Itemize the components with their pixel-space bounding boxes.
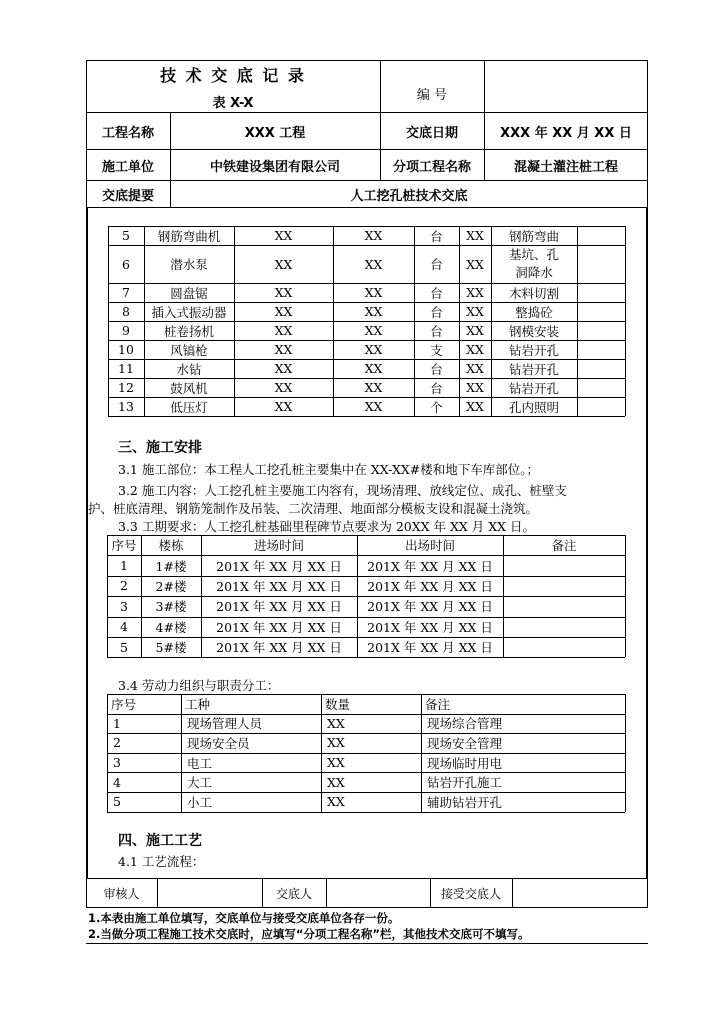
schedule-cell: 201X 年 XX 月 XX 日 (216, 640, 342, 656)
labor-cell: 现场管理人员 (187, 716, 263, 732)
rule (625, 535, 626, 657)
equipment-cell: XX (274, 228, 293, 243)
equipment-cell: XX (274, 380, 293, 395)
equipment-cell: XX (364, 285, 383, 300)
equipment-cell: XX (466, 380, 484, 395)
equipment-cell: 7 (122, 285, 130, 300)
schedule-cell (503, 555, 625, 575)
equipment-cell: XX (364, 361, 383, 376)
equipment-cell: 台 (430, 257, 443, 272)
schedule-cell (503, 617, 625, 637)
labor-header: 序号 (111, 696, 137, 712)
labor-cell: 3 (113, 755, 121, 771)
equipment-cell: 钻岩开孔 (508, 380, 559, 396)
equipment-cell: 插入式振动器 (151, 304, 227, 320)
equipment-cell-line: 洞降水 (515, 265, 553, 280)
unit-label: 施工单位 (101, 159, 154, 175)
project-name-value: XXX 工程 (244, 125, 306, 141)
schedule-cell: 201X 年 XX 月 XX 日 (216, 599, 342, 615)
labor-cell: XX (327, 774, 345, 790)
equipment-cell: 5 (122, 228, 130, 243)
rule (107, 812, 625, 813)
equipment-cell: 个 (430, 399, 443, 415)
schedule-cell: 4#楼 (155, 619, 187, 635)
equipment-cell: 13 (118, 399, 134, 414)
subproject-label: 分项工程名称 (392, 159, 471, 175)
unit-value: 中铁建设集团有限公司 (209, 159, 340, 175)
labor-cell: 辅助钻岩开孔 (427, 794, 503, 810)
equipment-cell: 8 (122, 304, 130, 319)
equipment-cell: 潜水泵 (170, 257, 208, 272)
rule (107, 694, 108, 812)
labor-cell: 1 (113, 715, 121, 731)
labor-cell: XX (327, 735, 345, 751)
rule (321, 694, 322, 812)
equipment-cell: XX (466, 323, 484, 338)
schedule-cell: 2 (120, 578, 128, 594)
equipment-cell: XX (274, 361, 293, 376)
labor-intro: 3.4 劳动力组织与职责分工： (118, 678, 280, 693)
schedule-header: 出场时间 (404, 538, 455, 554)
rule (577, 226, 578, 416)
schedule-cell: 201X 年 XX 月 XX 日 (367, 578, 493, 594)
equipment-table (108, 226, 625, 426)
equipment-cell: XX (274, 285, 293, 300)
labor-cell: 现场临时用电 (427, 755, 503, 771)
equipment-cell: XX (466, 342, 484, 357)
section3-p3: 3.3 工期要求：人工挖孔桩基础里程碑节点要求为 20XX 年 XX 月 XX 日。 (118, 519, 535, 534)
equipment-cell: XX (466, 228, 484, 243)
rule (421, 694, 422, 812)
labor-cell: 小工 (187, 794, 213, 810)
frame-left (86, 208, 88, 878)
schedule-cell: 3#楼 (155, 599, 187, 615)
equipment-cell: 钢筋弯曲机 (157, 228, 221, 244)
labor-cell: 电工 (187, 755, 213, 771)
equipment-cell: 桩卷扬机 (163, 323, 214, 339)
equipment-cell: 台 (430, 304, 443, 320)
labor-cell: 4 (113, 774, 121, 790)
schedule-cell: 2#楼 (155, 578, 187, 594)
equipment-cell: XX (364, 342, 383, 357)
equipment-cell: 钢模安装 (508, 323, 559, 339)
date-value: XXX 年 XX 月 XX 日 (500, 125, 632, 141)
labor-header: 数量 (325, 696, 351, 712)
discloser-label: 交底人 (275, 886, 312, 901)
note-2: 2.当做分项工程施工技术交底时，应填写“分项工程名称”栏，其他技术交底可不填写。 (88, 927, 530, 941)
form-title: 技 术 交 底 记 录 (160, 65, 306, 85)
equipment-cell: XX (364, 228, 383, 243)
reviewer-label: 审核人 (103, 886, 140, 901)
section3-heading: 三、施工安排 (118, 440, 202, 456)
summary-label: 交底提要 (101, 189, 154, 204)
equipment-cell: 低压灯 (170, 399, 208, 415)
equipment-cell: XX (364, 256, 383, 272)
equipment-cell: 整捣砼 (515, 304, 553, 320)
equipment-cell: XX (466, 399, 484, 414)
schedule-header: 进场时间 (253, 538, 304, 554)
equipment-cell: XX (466, 285, 484, 300)
schedule-cell: 3 (120, 598, 128, 614)
schedule-cell (503, 576, 625, 596)
schedule-cell: 201X 年 XX 月 XX 日 (367, 558, 493, 574)
discloser-signature[interactable] (326, 878, 430, 908)
frame-right (646, 208, 648, 878)
labor-cell: 2 (113, 735, 121, 751)
rule (625, 694, 626, 812)
note-1: 1.本表由施工单位填写，交底单位与接受交底单位各存一份。 (88, 911, 400, 925)
equipment-cell: XX (274, 256, 293, 272)
schedule-cell: 201X 年 XX 月 XX 日 (367, 619, 493, 635)
reviewer-signature[interactable] (157, 878, 262, 908)
equipment-cell (491, 245, 577, 283)
equipment-cell: 水钻 (176, 361, 202, 377)
labor-cell: XX (327, 794, 345, 810)
schedule-cell: 5#楼 (155, 640, 187, 656)
equipment-cell: XX (274, 399, 293, 414)
equipment-cell: 圆盘锯 (170, 285, 208, 301)
schedule-header: 备注 (551, 538, 577, 554)
project-name-label: 工程名称 (101, 125, 154, 141)
equipment-cell: 9 (122, 323, 130, 338)
equipment-cell: 11 (118, 361, 134, 376)
section3-p2b: 护、桩底清理、钢筋笼制作及吊装、二次清理、地面部分模板支设和混凝土浇筑。 (88, 501, 539, 516)
equipment-cell: 孔内照明 (508, 399, 559, 415)
schedule-cell (503, 596, 625, 616)
schedule-cell: 5 (120, 639, 128, 655)
equipment-cell: 鼓风机 (170, 380, 208, 396)
rule (107, 657, 625, 658)
labor-cell: 现场安全管理 (427, 735, 503, 751)
labor-table (107, 694, 625, 812)
schedule-cell: 201X 年 XX 月 XX 日 (367, 640, 493, 656)
labor-cell: 大工 (187, 775, 213, 791)
section4-heading: 四、施工工艺 (118, 833, 202, 849)
form-number: 表 X-X (212, 95, 254, 111)
schedule-cell (503, 637, 625, 657)
equipment-cell: 支 (430, 342, 443, 358)
schedule-cell: 1#楼 (155, 558, 187, 574)
equipment-cell: XX (364, 304, 383, 319)
labor-cell: 现场安全员 (187, 735, 250, 751)
rule (625, 226, 626, 416)
equipment-cell: 12 (118, 380, 134, 395)
equipment-cell: 台 (430, 285, 443, 301)
equipment-cell: XX (466, 304, 484, 319)
equipment-cell: 钻岩开孔 (508, 342, 559, 358)
summary-value: 人工挖孔桩技术交底 (350, 189, 468, 204)
labor-cell: 5 (113, 794, 121, 810)
equipment-cell: 台 (430, 228, 443, 244)
number-value[interactable] (484, 62, 648, 112)
schedule-cell: 4 (120, 619, 128, 635)
schedule-table (107, 535, 625, 657)
equipment-cell: XX (466, 361, 484, 376)
schedule-header: 序号 (111, 538, 137, 554)
equipment-cell: 台 (430, 361, 443, 377)
equipment-cell: XX (274, 323, 293, 338)
subproject-value: 混凝土灌注桩工程 (513, 159, 618, 175)
schedule-cell: 201X 年 XX 月 XX 日 (216, 558, 342, 574)
number-label: 编 号 (416, 87, 448, 103)
equipment-cell: XX (274, 342, 293, 357)
equipment-cell: 6 (122, 256, 130, 272)
equipment-cell: 台 (430, 380, 443, 396)
rule (86, 943, 648, 944)
equipment-cell-line: 基坑、孔 (508, 247, 559, 262)
section3-p2a: 3.2 施工内容：人工挖孔桩主要施工内容有，现场清理、放线定位、成孔、桩壁支 (118, 483, 567, 498)
receiver-signature[interactable] (512, 878, 648, 908)
equipment-cell: 台 (430, 323, 443, 339)
equipment-cell: 钢筋弯曲 (508, 228, 559, 244)
labor-header: 工种 (185, 696, 211, 712)
labor-cell: XX (327, 755, 345, 771)
equipment-cell: 木料切割 (508, 285, 559, 301)
receiver-label: 接受交底人 (440, 886, 501, 901)
equipment-cell: XX (466, 256, 484, 272)
equipment-cell: XX (364, 399, 383, 414)
schedule-cell: 201X 年 XX 月 XX 日 (216, 619, 342, 635)
equipment-cell: 钻岩开孔 (508, 361, 559, 377)
equipment-cell: XX (364, 380, 383, 395)
rule (181, 694, 182, 812)
labor-cell: 钻岩开孔施工 (427, 775, 503, 791)
date-label: 交底日期 (405, 125, 458, 141)
schedule-cell: 201X 年 XX 月 XX 日 (216, 578, 342, 594)
section4-p1: 4.1 工艺流程： (118, 854, 205, 869)
schedule-cell: 1 (120, 558, 128, 574)
schedule-cell: 201X 年 XX 月 XX 日 (367, 599, 493, 615)
rule (108, 416, 625, 417)
equipment-cell: XX (274, 304, 293, 319)
labor-cell: XX (327, 715, 345, 731)
labor-cell: 现场综合管理 (427, 716, 503, 732)
labor-header: 备注 (425, 696, 451, 712)
schedule-header: 楼栋 (158, 538, 184, 554)
equipment-cell: XX (364, 323, 383, 338)
equipment-cell: 风镐枪 (170, 342, 208, 358)
section3-p1: 3.1 施工部位：本工程人工挖孔桩主要集中在 XX-XX#楼和地下车库部位。； (118, 462, 539, 477)
equipment-cell: 10 (118, 342, 134, 357)
